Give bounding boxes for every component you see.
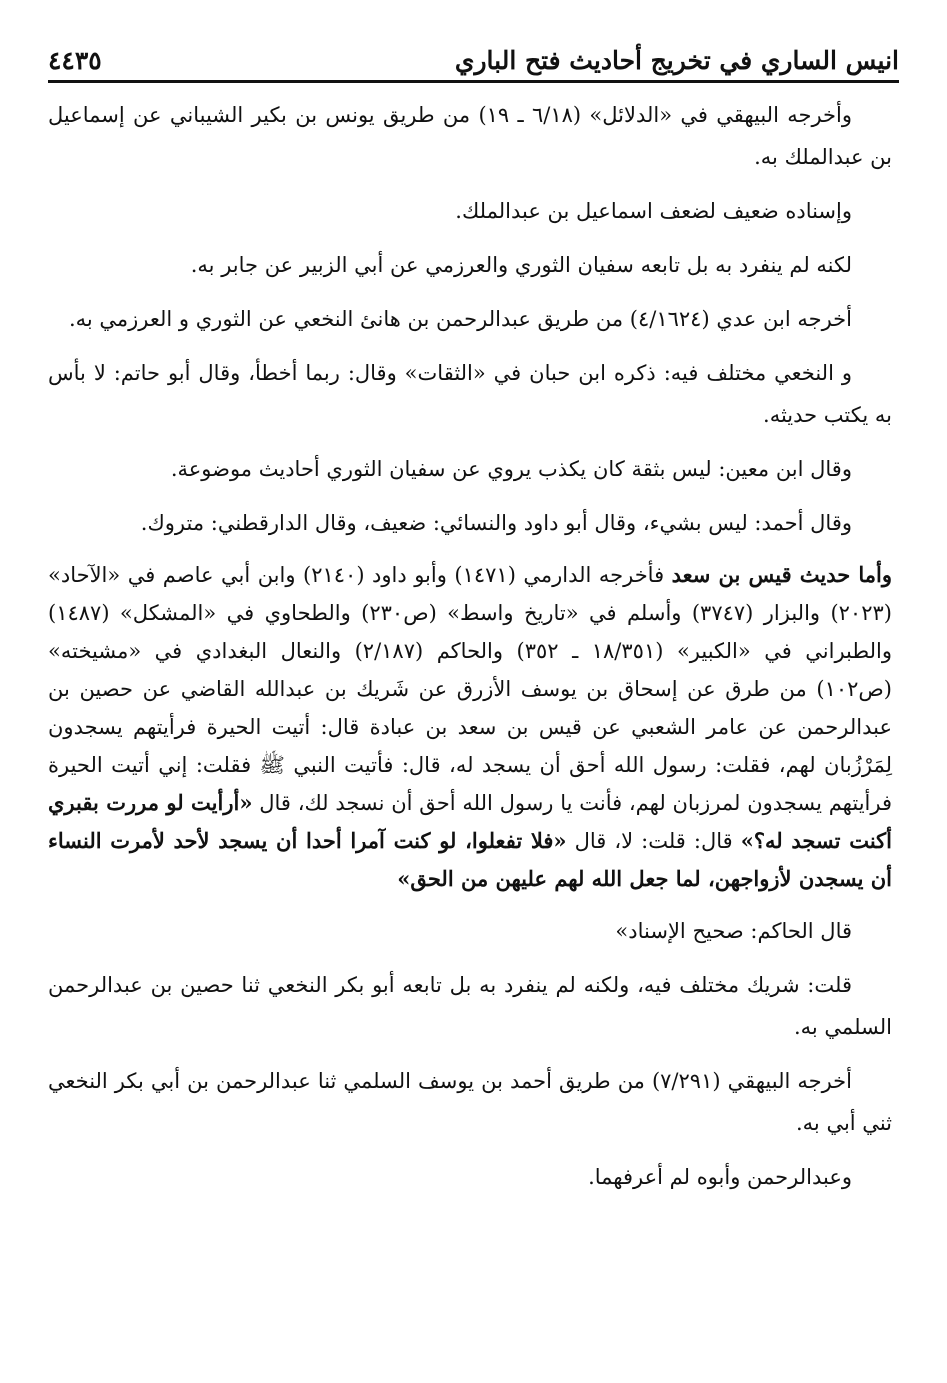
hadith-lead: وأما حديث قيس بن سعد: [671, 562, 892, 587]
hadith-paragraph: [48, 556, 892, 898]
page-body: [48, 94, 892, 1210]
paragraph: وقال أحمد: ليس بشيء، وقال أبو داود والنسائي: ضعيف، وقال الدارقطني: متروك.: [140, 511, 852, 535]
paragraph: قال الحاكم: صحيح الإسناد»: [615, 919, 852, 943]
paragraph: وقال ابن معين: ليس بثقة كان يكذب يروي عن سفيان الثوري أحاديث موضوعة.: [170, 457, 852, 481]
book-title: انيس الساري في تخريج أحاديث فتح الباري: [454, 46, 899, 75]
hadith-quote-2: «فلا تفعلوا، لو كنت آمرا أحدا أن يسجد لأحد لأمرت النساء أن يسجدن لأزواجهن، لما جعل الله لهم عليهن من الحق»: [48, 828, 892, 891]
paragraph: وأخرجه البيهقي في «الدلائل» (٦/١٨ ـ ١٩) من طريق يونس بن بكير الشيباني عن إسماعيل بن عبدالملك به.: [48, 103, 892, 169]
paragraph: لكنه لم ينفرد به بل تابعه سفيان الثوري والعرزمي عن أبي الزبير عن جابر به.: [190, 253, 852, 277]
paragraph: وإسناده ضعيف لضعف اسماعيل بن عبدالملك.: [455, 199, 852, 223]
paragraph: أخرجه البيهقي (٧/٢٩١) من طريق أحمد بن يوسف السلمي ثنا عبدالرحمن بن أبي بكر النخعي ثني أبي به.: [48, 1069, 892, 1135]
page-number: ٤٤٣٥: [48, 46, 102, 75]
paragraph: قلت: شريك مختلف فيه، ولكنه لم ينفرد به بل تابعه أبو بكر النخعي ثنا حصين بن عبدالرحمن السلمي به.: [48, 973, 892, 1039]
running-header: [48, 34, 899, 83]
hadith-text: فأخرجه الدارمي (١٤٧١) وأبو داود (٢١٤٠) وابن أبي عاصم في «الآحاد» (٢٠٢٣) والبزار (٣٧٤٧) وأسلم في «تاريخ واسط» (ص٢٣٠) والطحاوي في «المشكل» (١٤٨٧) والطبراني في «الكبير» (١٨/٣٥١ ـ ٣٥٢) والحاكم (٢/١٨٧) والنعال البغدادي في «مشيخته» (ص١٠٢) من طرق عن إسحاق بن يوسف الأزرق عن شَريك بن عبدالله القاضي عن حصين بن عبدالرحمن عن عامر الشعبي عن قيس بن سعد بن عبادة قال: أتيت الحيرة فرأيتهم يسجدون لِمَرْزُبان لهم، فقلت: رسول الله أحق أن يسجد له، قال: فأتيت النبي ﷺ فقلت: إني أتيت الحيرة فرأيتهم يسجدون لمرزبان لهم، فأنت يا رسول الله أحق أن نسجد لك، قال: [48, 563, 893, 815]
hadith-text-mid: قال: قلت: لا، قال: [566, 829, 741, 853]
paragraph: و النخعي مختلف فيه: ذكره ابن حبان في «الثقات» وقال: ربما أخطأ، وقال أبو حاتم: لا بأس به يكتب حديثه.: [48, 361, 892, 427]
hadith-quote-1: «أرأيت لو مررت بقبري أكنت تسجد له؟»: [48, 790, 892, 853]
paragraph: أخرجه ابن عدي (٤/١٦٢٤) من طريق عبدالرحمن بن هانئ النخعي عن الثوري و العرزمي به.: [68, 307, 852, 331]
paragraph: وعبدالرحمن وأبوه لم أعرفهما.: [588, 1165, 852, 1189]
